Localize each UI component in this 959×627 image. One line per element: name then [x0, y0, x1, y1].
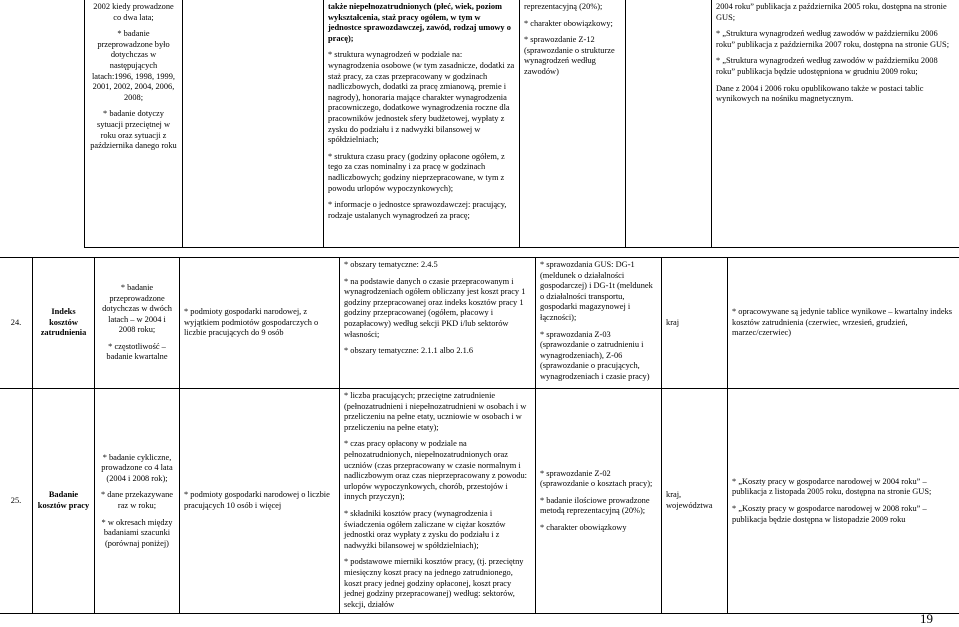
- table-row-25: [0, 389, 959, 614]
- cell-text: [328, 2, 515, 44]
- cell-text: * „Struktura wynagrodzeń według zawodów w październiku 2006 roku” publikacja z października 2007 roku, dostępna na stronie GUS;: [716, 29, 950, 49]
- cell-text: * badanie dotyczy sytuacji przeciętnej w roku oraz sytuacji z października danego roku: [90, 109, 177, 151]
- cell-text: * liczba pracujących; przeciętne zatrudnienie (pełnozatrudnieni i niepełnozatrudnieni w osobach i w przeliczeniu na pełne etaty, uczniowie w osobach i w przeliczeniu na pełne etaty);: [344, 391, 527, 432]
- cell-text: * w okresach między badaniami szacunki (porównaj poniżej): [101, 517, 173, 548]
- frequency-cell: [95, 258, 180, 389]
- cell-text: 2002 kiedy prowadzone co dwa lata;: [93, 2, 174, 22]
- cell-text: * dane przekazywane raz w roku;: [100, 490, 174, 510]
- cell-text: * badanie cykliczne, prowadzone co 4 lata (2004 i 2008 rok);: [101, 452, 173, 483]
- cell-text: * sprawozdanie Z-02 (sprawozdanie o kosztach pracy);: [540, 468, 653, 489]
- cell-text: * „Koszty pracy w gospodarce narodowej w 2004 roku” – publikacja z listopada 2005 roku, dostępna na stronie GUS;: [732, 476, 932, 497]
- info-cell: [340, 389, 536, 614]
- cell-text: * podstawowe mierniki kosztów pracy, (tj. przeciętny miesięczny koszt pracy na jednego zatrudnionego, koszt pracy jednej godziny opłaconej, koszt pracy jednej godziny przepracowanej) według: sektorów, sekcji, działów: [344, 557, 524, 609]
- table-row-24: [0, 258, 959, 389]
- bold-text: Indeks kosztów zatrudnienia: [40, 307, 87, 338]
- bold-text: Badanie kosztów pracy: [37, 490, 90, 510]
- cell-text: * struktura wynagrodzeń w podziale na: wynagrodzenia osobowe (w tym zasadnicze, dodatki za staż pracy, za czas przepracowany w godzinach nadliczbowych, dodatki za pracę zmianową, premie i nagrody), honoraria mające charakter wynagrodzenia pracowniczego, dodatkowe wynagrodzenia roczne dla pracowników jednostek sfery budżetowej, wypłaty z zysku do podziału i z nadwyżki bilansowej w spółdzielniach;: [328, 50, 515, 145]
- cell-text: * badanie ilościowe prowadzone metodą reprezentacyjną (20%);: [540, 495, 650, 516]
- row-number: 25.: [0, 389, 33, 614]
- cell-text: * czas pracy opłacony w podziale na pełnozatrudnionych, niepełnozatrudnionych oraz uczniów (czas przepracowany w czasie normalnym i nadliczbowym oraz czas nieprzepracowany z powodu: urlopów wypoczynkowych, chorób, przestojów i innych przyczyn);: [344, 439, 528, 502]
- scope-cell: [183, 0, 324, 248]
- method-cell: [536, 389, 662, 614]
- info-cell: [340, 258, 536, 389]
- top-table: [84, 0, 959, 248]
- info-cell: [324, 0, 520, 248]
- scope-cell: * podmioty gospodarki narodowej, z wyjątkiem podmiotów gospodarczych o liczbie pracujących do 9 osób: [180, 258, 340, 389]
- cell-text: 2004 roku” publikacja z października 2005 roku, dostępna na stronie GUS;: [716, 2, 947, 22]
- level-cell: [626, 0, 712, 248]
- cell-text: * charakter obowiązkowy;: [524, 18, 613, 28]
- cell-text: * obszary tematyczne: 2.4.5: [344, 260, 438, 269]
- cell-text: * sprawozdanie Z-12 (sprawozdanie o strukturze wynagrodzeń według zawodów): [524, 35, 615, 76]
- bottom-table: [0, 257, 959, 614]
- cell-text: * sprawozdania GUS: DG-1 (meldunek o działalności gospodarczej) i DG-1t (meldunek o działalności transportu, gospodarki magazynowej i łączności);: [540, 260, 653, 322]
- publication-cell: * opracowywane są jedynie tablice wynikowe – kwartalny indeks kosztów zatrudnienia (czerwiec, wrzesień, grudzień, marzec/czerwiec): [728, 258, 959, 389]
- cell-text: * informacje o jednostce sprawozdawczej: pracujący, rodzaje ustalanych wynagrodzeń za pracę;: [328, 200, 507, 220]
- survey-name: [33, 389, 95, 614]
- row-number: 24.: [0, 258, 33, 389]
- cell-text: reprezentacyjną (20%);: [524, 2, 603, 11]
- method-cell: [536, 258, 662, 389]
- cell-text: * „Koszty pracy w gospodarce narodowej w 2008 roku” – publikacja będzie dostępna w listopadzie 2009 roku: [732, 504, 927, 524]
- table-row: [85, 0, 959, 248]
- cell-text: * na podstawie danych o czasie przepracowanym i wynagrodzeniach ogółem obliczany jest koszt pracy 1 godziny przepracowanej oraz indeks kosztów pracy 1 godziny przepracowanej (ogółem, płacowy i pozapłacowy) według sekcji PKD i/lub sektorów własności;: [344, 276, 526, 339]
- cell-text: * sprawozdania Z-03 (sprawozdanie o zatrudnieniu i wynagrodzeniach), Z-06 (sprawozdanie o pracujących, wynagrodzeniach i czasie pracy): [540, 329, 650, 381]
- cell-text: * składniki kosztów pracy (wynagrodzenia i świadczenia ogółem zaliczane w ciężar kosztów jednostki oraz wypłaty z zysku do podziału i z nadwyżki bilansowej w spółdzielniach);: [344, 508, 506, 550]
- survey-name: [33, 258, 95, 389]
- bold-text: także niepełnozatrudnionych (płeć, wiek, poziom wykształcenia, staż pracy ogółem, w tym w jednostce sprawozdawczej, zawód, rodzaj umowy o pracę);: [328, 2, 511, 43]
- cell-text: Dane z 2004 i 2006 roku opublikowano także w postaci tablic wynikowych na nośniku magnetycznym.: [716, 83, 924, 104]
- method-cell: [520, 0, 626, 248]
- cell-text: * częstotliwość – badanie kwartalne: [106, 341, 168, 362]
- frequency-cell: [95, 389, 180, 614]
- level-cell: kraj, województwa: [662, 389, 728, 614]
- page-number: 19: [920, 611, 933, 626]
- cell-text: * badanie przeprowadzone dotychczas w dwóch latach – w 2004 i 2008 roku;: [102, 282, 172, 335]
- scope-cell: * podmioty gospodarki narodowej o liczbie pracujących 10 osób i więcej: [180, 389, 340, 614]
- publication-cell: [712, 0, 959, 248]
- publication-cell: [728, 389, 959, 614]
- cell-text: * „Struktura wynagrodzeń według zawodów w październiku 2008 roku” publikacja będzie udostępniona w grudniu 2009 roku;: [716, 56, 938, 76]
- cell-text: * badanie przeprowadzone było dotychczas w następujących latach:1996, 1998, 1999, 2001, 2002, 2004, 2006, 2008;: [91, 29, 176, 102]
- cell-text: * charakter obowiązkowy: [540, 522, 627, 532]
- cell-text: * struktura czasu pracy (godziny opłacone ogółem, z tego za czas nominalny i za pracę w godzinach nadliczbowych; godziny nieprzepracowane, w tym z powodu urlopów wypoczynkowych);: [328, 151, 505, 193]
- cell-text: * obszary tematyczne: 2.1.1 albo 2.1.6: [344, 346, 474, 356]
- frequency-cell: [85, 0, 183, 248]
- level-cell: kraj: [662, 258, 728, 389]
